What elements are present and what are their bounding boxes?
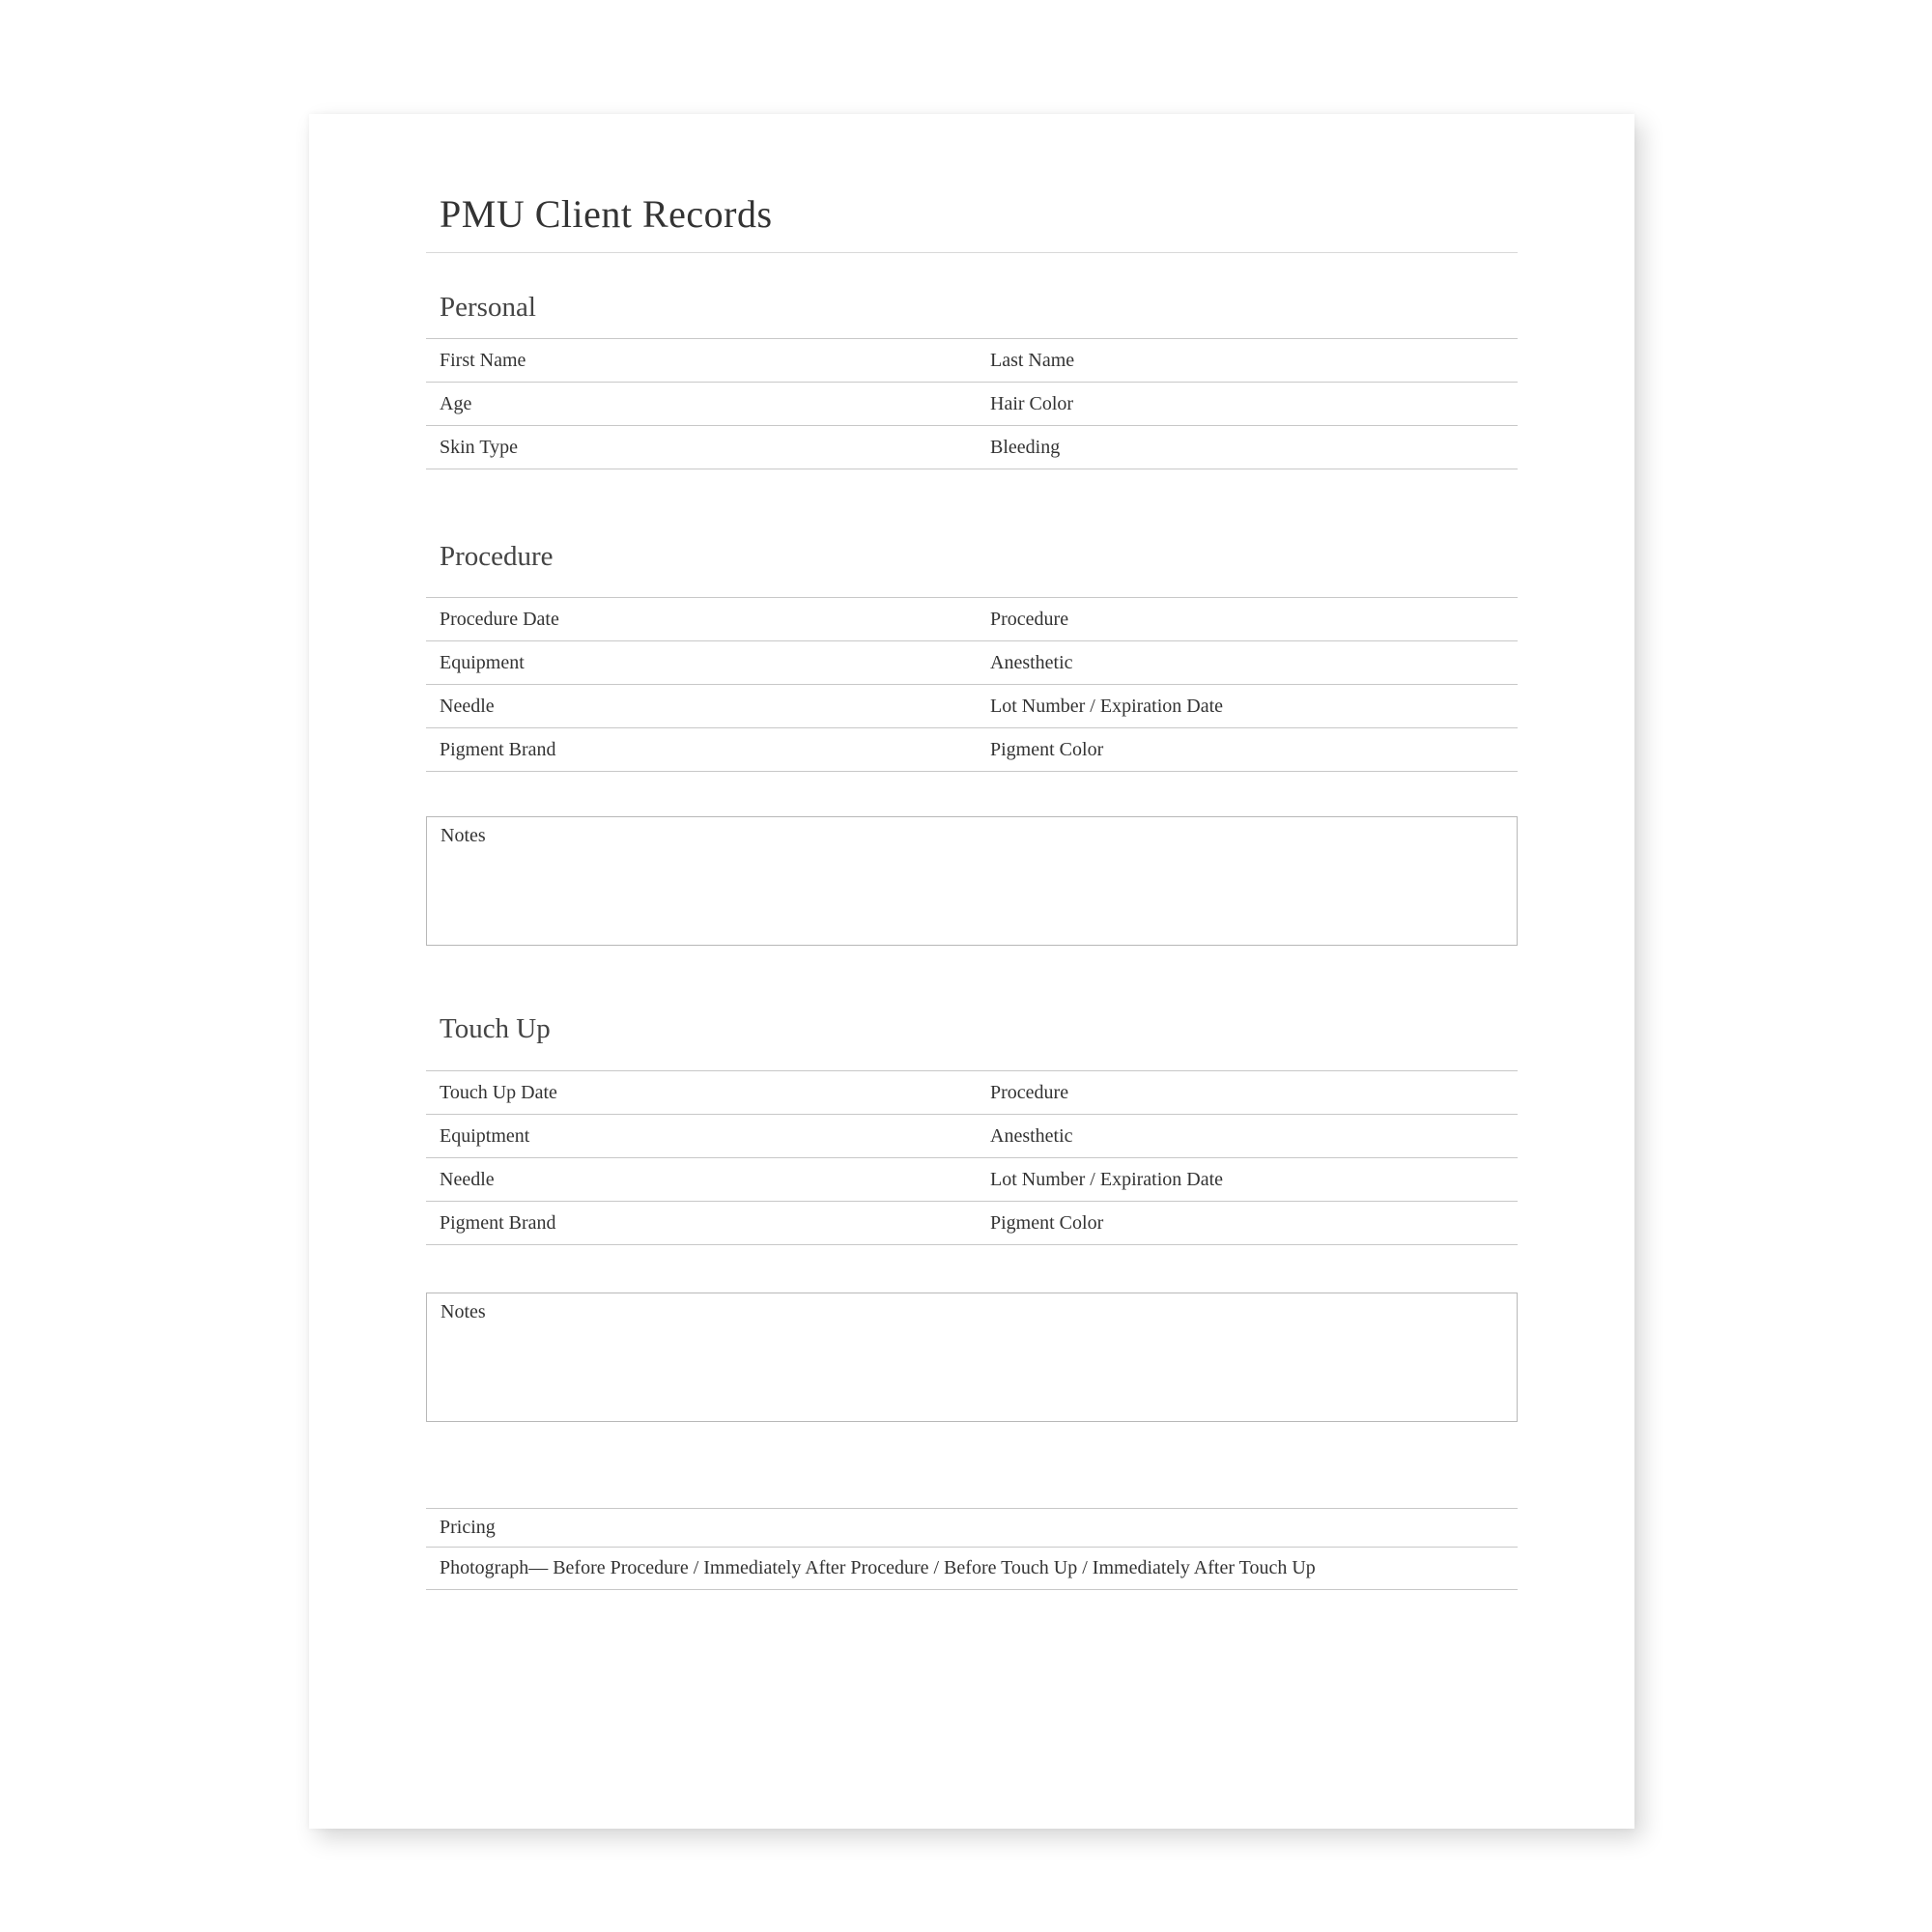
field-anesthetic[interactable]: Anesthetic xyxy=(990,1124,1073,1147)
procedure-fields xyxy=(426,597,1518,772)
field-anesthetic[interactable]: Anesthetic xyxy=(990,651,1073,673)
field-photograph[interactable]: Photograph— Before Procedure / Immediately After Procedure / Before Touch Up / Immediately After Touch Up xyxy=(426,1548,1518,1590)
page-title: PMU Client Records xyxy=(440,192,773,236)
field-pricing[interactable]: Pricing xyxy=(426,1509,1518,1548)
field-procedure[interactable]: Procedure xyxy=(990,608,1069,630)
field-hair-color[interactable]: Hair Color xyxy=(990,392,1074,414)
field-row xyxy=(426,685,1518,728)
field-skin-type[interactable]: Skin Type xyxy=(440,436,519,458)
notes-label: Notes xyxy=(440,825,486,846)
title-divider xyxy=(426,252,1518,253)
field-row xyxy=(426,1158,1518,1202)
field-row xyxy=(426,339,1518,383)
field-pigment-color[interactable]: Pigment Color xyxy=(990,1211,1104,1234)
field-first-name[interactable]: First Name xyxy=(440,349,526,371)
notes-label: Notes xyxy=(440,1301,486,1322)
field-row xyxy=(426,728,1518,772)
field-lot-number-expiration[interactable]: Lot Number / Expiration Date xyxy=(990,695,1224,717)
field-equipment[interactable]: Equiptment xyxy=(440,1124,530,1147)
field-row xyxy=(426,426,1518,469)
section-heading-procedure: Procedure xyxy=(440,541,554,572)
field-needle[interactable]: Needle xyxy=(440,1168,495,1190)
field-row xyxy=(426,1115,1518,1158)
field-row xyxy=(426,641,1518,685)
field-bleeding[interactable]: Bleeding xyxy=(990,436,1061,458)
touch-up-notes-box[interactable] xyxy=(426,1293,1518,1422)
field-row xyxy=(426,1071,1518,1115)
field-needle[interactable]: Needle xyxy=(440,695,495,717)
personal-fields xyxy=(426,338,1518,469)
section-heading-personal: Personal xyxy=(440,292,536,323)
field-lot-number-expiration[interactable]: Lot Number / Expiration Date xyxy=(990,1168,1224,1190)
field-row xyxy=(426,1202,1518,1245)
section-heading-touch-up: Touch Up xyxy=(440,1013,551,1044)
procedure-notes-box[interactable] xyxy=(426,816,1518,946)
field-last-name[interactable]: Last Name xyxy=(990,349,1075,371)
form-page xyxy=(309,114,1634,1829)
field-procedure[interactable]: Procedure xyxy=(990,1081,1069,1103)
field-row xyxy=(426,598,1518,641)
field-touch-up-date[interactable]: Touch Up Date xyxy=(440,1081,557,1103)
field-age[interactable]: Age xyxy=(440,392,472,414)
field-row xyxy=(426,383,1518,426)
footer-fields xyxy=(426,1508,1518,1590)
field-pigment-brand[interactable]: Pigment Brand xyxy=(440,1211,556,1234)
field-procedure-date[interactable]: Procedure Date xyxy=(440,608,559,630)
field-pigment-color[interactable]: Pigment Color xyxy=(990,738,1104,760)
field-pigment-brand[interactable]: Pigment Brand xyxy=(440,738,556,760)
field-equipment[interactable]: Equipment xyxy=(440,651,525,673)
touch-up-fields xyxy=(426,1070,1518,1245)
